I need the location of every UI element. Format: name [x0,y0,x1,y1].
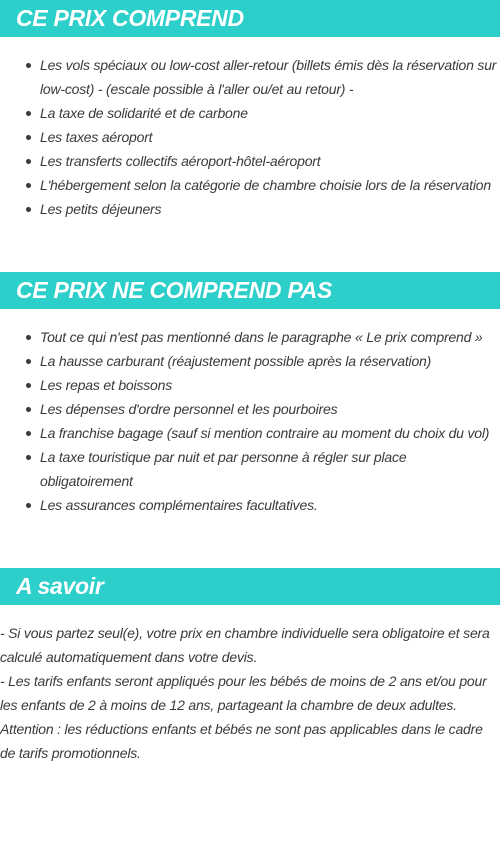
list-item: Les petits déjeuners [40,197,500,221]
excludes-list [0,325,500,517]
info-paragraph: Attention : les réductions enfants et bébés ne sont pas applicables dans le cadre de tarifs promotionnels. [0,721,483,761]
list-item: La franchise bagage (sauf si mention contraire au moment du choix du vol) [40,421,500,445]
list-item: Les vols spéciaux ou low-cost aller-retour (billets émis dès la réservation sur low-cost) - (escale possible à l'aller ou/et au retour) - [40,53,500,101]
list-item: La taxe touristique par nuit et par personne à régler sur place obligatoirement [40,445,500,493]
info-paragraph: - Les tarifs enfants seront appliqués pour les bébés de moins de 2 ans et/ou pour les enfants de 2 à moins de 12 ans, partageant la chambre de deux adultes. [0,673,487,713]
section-includes [0,0,500,221]
list-item: Les taxes aéroport [40,125,500,149]
list-item: Les transferts collectifs aéroport-hôtel-aéroport [40,149,500,173]
section-excludes [0,272,500,517]
list-item: La taxe de solidarité et de carbone [40,101,500,125]
list-item: Les assurances complémentaires facultatives. [40,493,500,517]
section-header-excludes: CE PRIX NE COMPREND PAS [0,272,500,309]
section-header-includes: CE PRIX COMPREND [0,0,500,37]
list-item: Les repas et boissons [40,373,500,397]
list-item: L'hébergement selon la catégorie de chambre choisie lors de la réservation [40,173,500,197]
includes-list [0,53,500,221]
list-item: La hausse carburant (réajustement possible après la réservation) [40,349,500,373]
section-header-info: A savoir [0,568,500,605]
list-item: Les dépenses d'ordre personnel et les pourboires [40,397,500,421]
section-info [0,568,500,765]
list-item: Tout ce qui n'est pas mentionné dans le paragraphe « Le prix comprend » [40,325,500,349]
info-text [0,621,500,765]
info-paragraph: - Si vous partez seul(e), votre prix en chambre individuelle sera obligatoire et sera calculé automatiquement dans votre devis. [0,625,490,665]
